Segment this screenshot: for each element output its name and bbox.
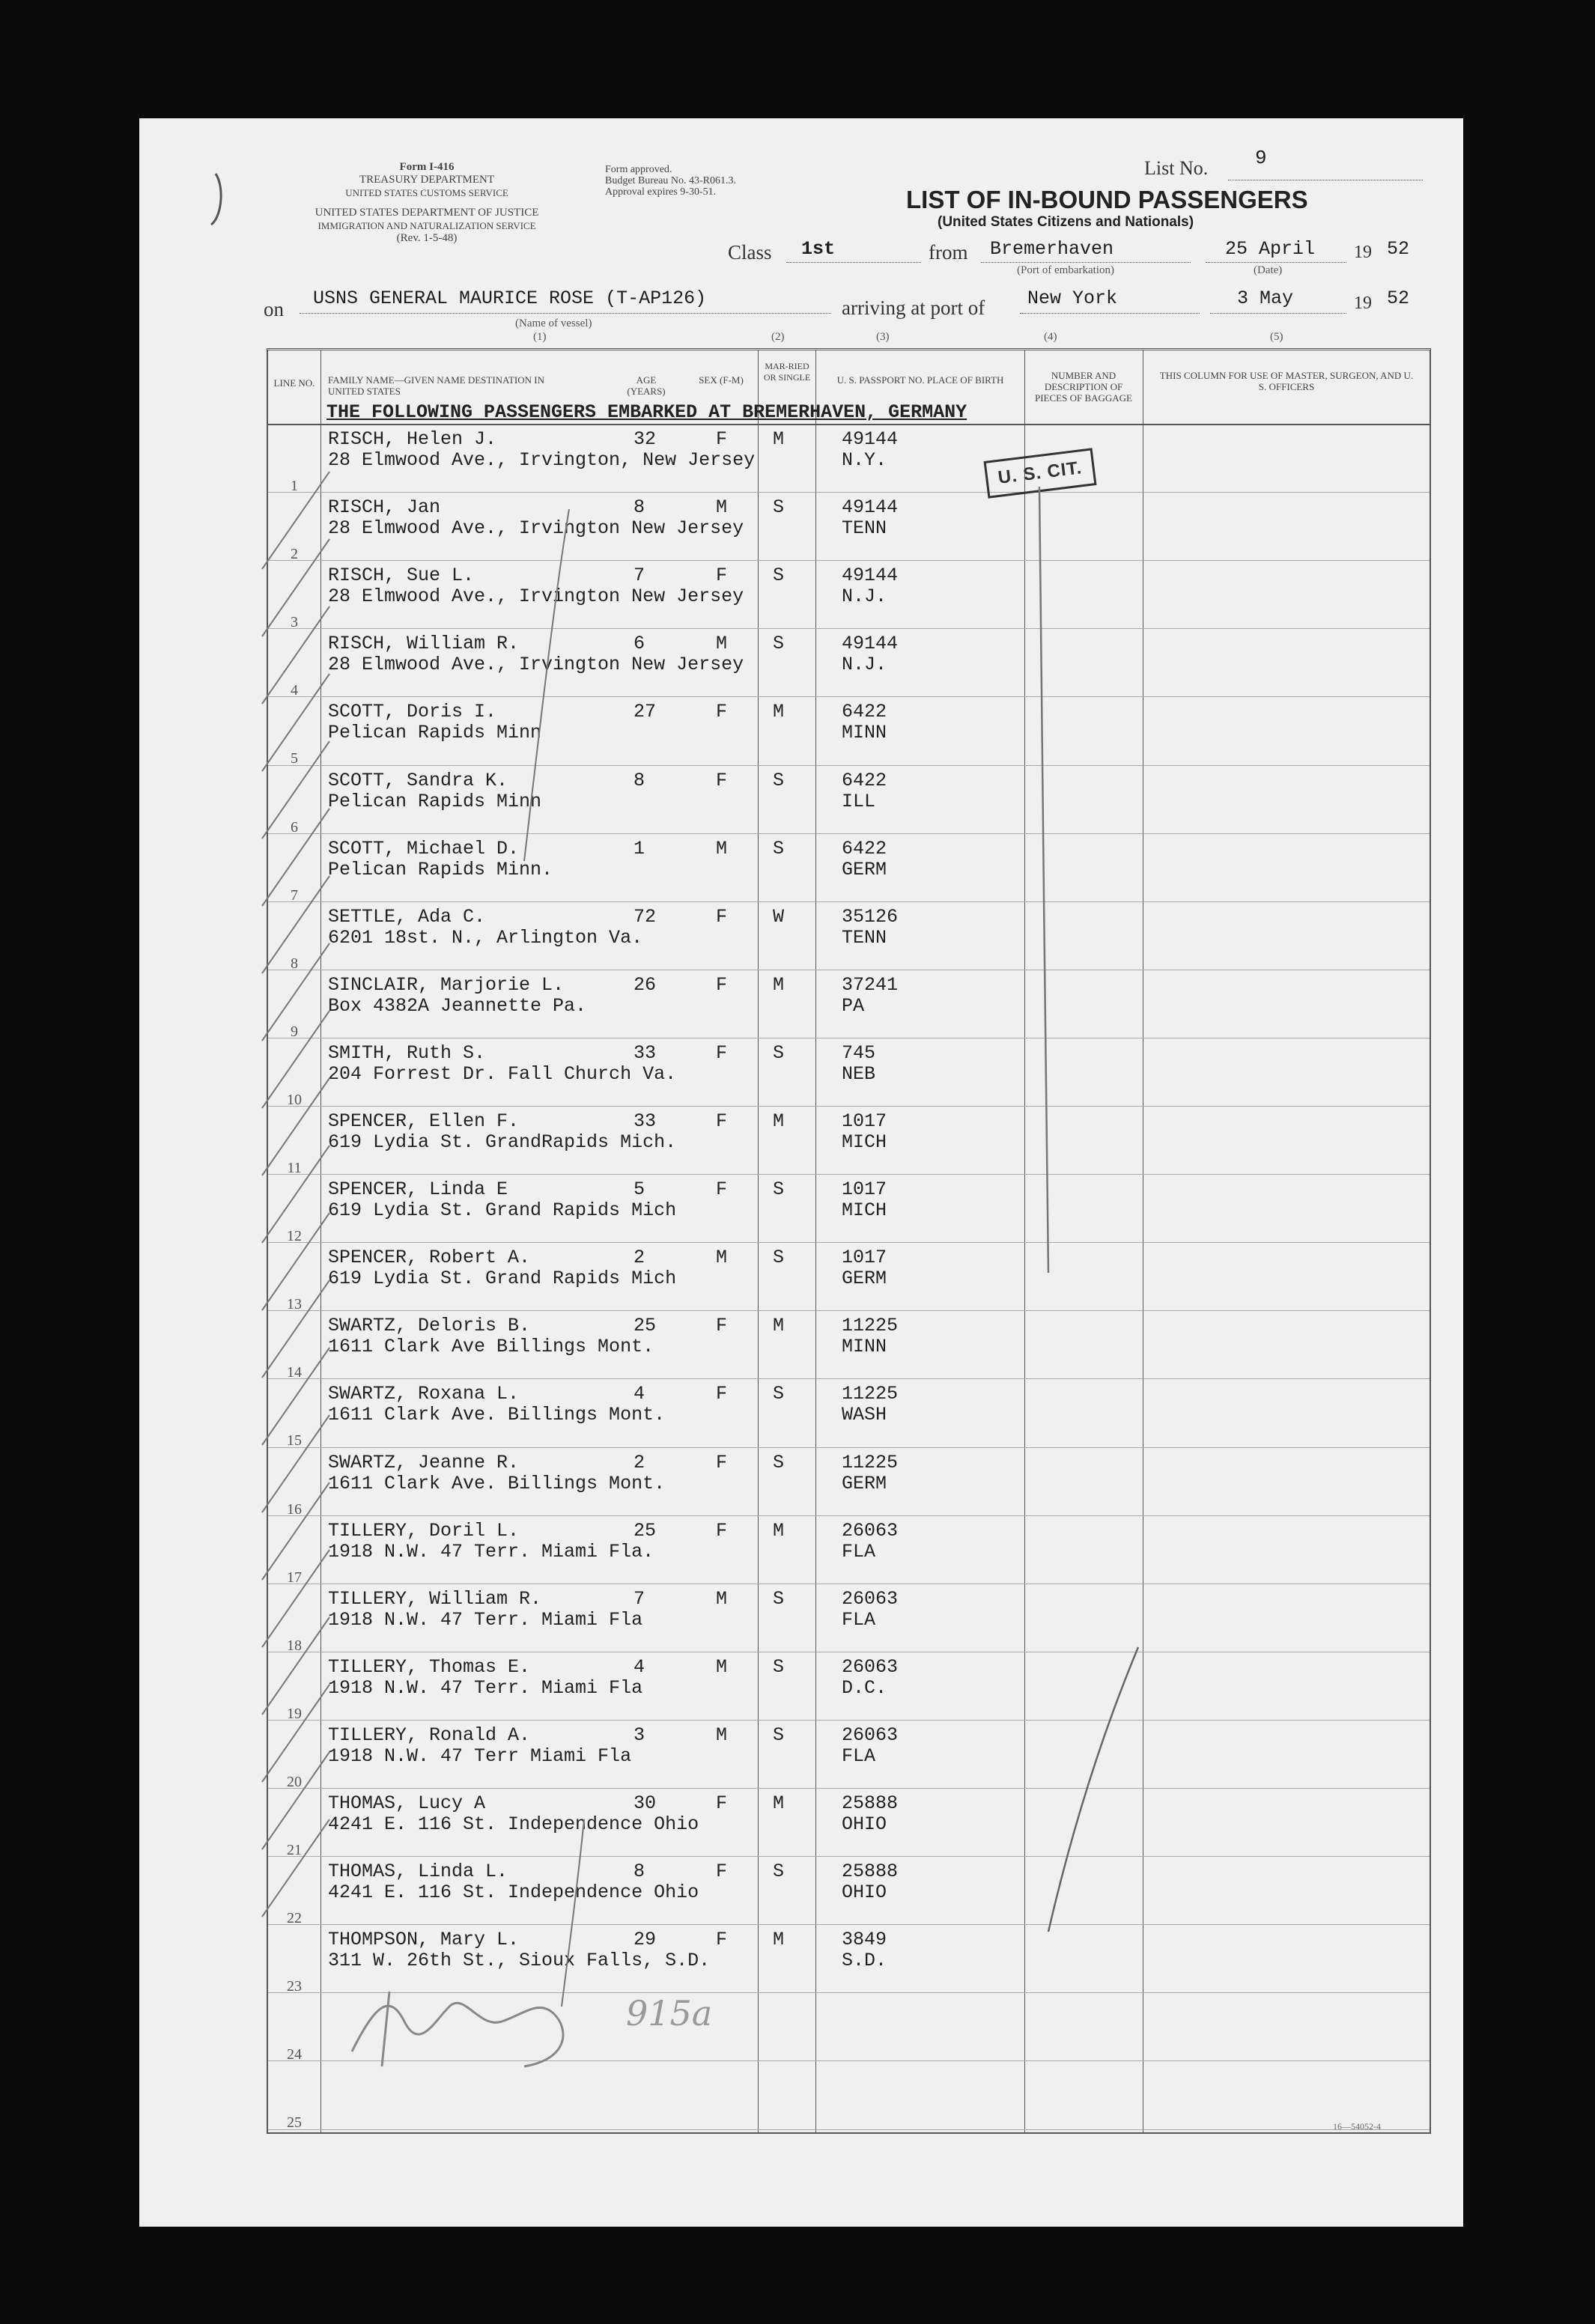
vessel-caption: (Name of vessel)	[515, 317, 592, 329]
line-number: 7	[291, 886, 298, 904]
us-citizen-stamp: U. S. CIT.	[983, 448, 1096, 498]
passenger-age: 4	[634, 1655, 645, 1678]
passport-number: 1017	[842, 1247, 887, 1269]
justice-dept: UNITED STATES DEPARTMENT OF JUSTICE	[315, 207, 539, 219]
place-of-birth: GERM	[842, 1472, 887, 1494]
passenger-address: 28 Elmwood Ave., Irvington New Jersey	[328, 585, 744, 608]
passenger-address: 28 Elmwood Ave., Irvington, New Jersey	[328, 449, 756, 471]
line-number: 2	[291, 546, 298, 563]
passenger-sex: M	[716, 633, 728, 655]
place-of-birth: N.J.	[842, 654, 887, 676]
vessel-col-number: (1)	[533, 331, 547, 343]
header-sex: SEX (F-M)	[699, 374, 744, 386]
place-of-birth: TENN	[842, 517, 887, 540]
passenger-marital: S	[773, 769, 785, 791]
passenger-marital: M	[773, 1929, 785, 1951]
line-number: 15	[287, 1432, 302, 1450]
line-number: 22	[287, 1910, 302, 1927]
place-of-birth: NEB	[842, 1062, 876, 1085]
passenger-name: SPENCER, Ellen F.	[328, 1110, 520, 1132]
passenger-age: 2	[634, 1451, 645, 1473]
passenger-address: 28 Elmwood Ave., Irvington New Jersey	[328, 517, 744, 540]
passenger-address: 1918 N.W. 47 Terr. Miami Fla	[328, 1676, 643, 1699]
list-no-value: 9	[1255, 147, 1267, 169]
passport-number: 26063	[842, 1724, 899, 1746]
passenger-name: SWARTZ, Roxana L.	[328, 1383, 520, 1405]
passenger-sex: M	[716, 837, 728, 860]
passenger-sex: F	[716, 973, 728, 996]
passport-number: 26063	[842, 1519, 899, 1542]
passenger-name: SPENCER, Linda E	[328, 1178, 508, 1201]
passenger-address: 1611 Clark Ave. Billings Mont.	[328, 1472, 666, 1494]
header-name: FAMILY NAME—GIVEN NAME DESTINATION IN UNITED STATES	[328, 374, 545, 397]
revision: (Rev. 1-5-48)	[396, 232, 458, 244]
passenger-sex: F	[716, 1861, 728, 1883]
passenger-address: 28 Elmwood Ave., Irvington New Jersey	[328, 654, 744, 676]
passenger-address: Pelican Rapids Minn	[328, 790, 542, 812]
approval-line-2: Budget Bureau No. 43-R061.3.	[605, 175, 736, 186]
line-number: 24	[287, 2046, 302, 2063]
passenger-marital: S	[773, 1451, 785, 1473]
passenger-sex: F	[716, 1451, 728, 1473]
passenger-age: 3	[634, 1724, 645, 1746]
passenger-marital: S	[773, 633, 785, 655]
passenger-address: 1918 N.W. 47 Terr. Miami Fla	[328, 1608, 643, 1631]
passenger-age: 7	[634, 1587, 645, 1610]
passport-number: 26063	[842, 1655, 899, 1678]
passenger-sex: F	[716, 1315, 728, 1337]
passport-number: 6422	[842, 701, 887, 723]
from-label: from	[929, 241, 968, 264]
embark-port: Bremerhaven	[990, 238, 1114, 260]
line-number: 23	[287, 1978, 302, 1995]
passenger-marital: M	[773, 1519, 785, 1542]
vessel-name: USNS GENERAL MAURICE ROSE (T-AP126)	[313, 288, 707, 309]
form-number: Form I-416	[399, 161, 455, 173]
passenger-name: SCOTT, Sandra K.	[328, 769, 508, 791]
line-number: 1	[291, 478, 298, 494]
header-line-no: LINE NO.	[273, 377, 315, 389]
passenger-name: SCOTT, Michael D.	[328, 837, 520, 860]
ins-service: IMMIGRATION AND NATURALIZATION SERVICE	[318, 220, 536, 231]
passenger-address: 1918 N.W. 47 Terr Miami Fla	[328, 1744, 632, 1767]
passenger-age: 72	[634, 905, 657, 928]
header-age: AGE (YEARS)	[627, 374, 666, 397]
passenger-age: 8	[634, 1861, 645, 1883]
passenger-address: 204 Forrest Dr. Fall Church Va.	[328, 1062, 677, 1085]
line-number: 8	[291, 955, 298, 972]
place-of-birth: MICH	[842, 1131, 887, 1153]
passenger-address: 1611 Clark Ave Billings Mont.	[328, 1336, 654, 1358]
passenger-address: 619 Lydia St. Grand Rapids Mich	[328, 1268, 677, 1290]
passenger-name: THOMAS, Linda L.	[328, 1861, 508, 1883]
passenger-marital: M	[773, 1110, 785, 1132]
line-number: 17	[287, 1569, 302, 1586]
arrival-year-prefix: 19	[1354, 293, 1372, 313]
passenger-age: 8	[634, 496, 645, 519]
place-of-birth: TENN	[842, 926, 887, 949]
passenger-sex: F	[716, 769, 728, 791]
passenger-marital: S	[773, 1655, 785, 1678]
passenger-name: SINCLAIR, Marjorie L.	[328, 973, 565, 996]
passenger-marital: S	[773, 1587, 785, 1610]
place-of-birth: MICH	[842, 1199, 887, 1222]
passenger-sex: F	[716, 1110, 728, 1132]
line-number: 13	[287, 1296, 302, 1313]
place-of-birth: FLA	[842, 1540, 876, 1563]
header-officers: THIS COLUMN FOR USE OF MASTER, SURGEON, AND U. S. OFFICERS	[1159, 370, 1414, 392]
place-of-birth: OHIO	[842, 1882, 887, 1904]
embark-year: 52	[1387, 238, 1410, 260]
passenger-sex: F	[716, 1178, 728, 1201]
line-number: 16	[287, 1500, 302, 1518]
signature-note: 915a	[626, 1993, 713, 2034]
place-of-birth: WASH	[842, 1404, 887, 1426]
line-number: 3	[291, 614, 298, 631]
passport-number: 11225	[842, 1451, 899, 1473]
passport-number: 26063	[842, 1587, 899, 1610]
class-label: Class	[728, 241, 772, 264]
form-subtitle: (United States Citizens and Nationals)	[938, 214, 1194, 230]
passenger-sex: F	[716, 1792, 728, 1814]
passenger-marital: M	[773, 1315, 785, 1337]
passenger-sex: F	[716, 701, 728, 723]
passenger-marital: S	[773, 496, 785, 519]
passenger-name: RISCH, Helen J.	[328, 428, 497, 450]
header-baggage: NUMBER AND DESCRIPTION OF PIECES OF BAGGAGE	[1034, 370, 1132, 404]
passport-number: 11225	[842, 1383, 899, 1405]
passport-number: 6422	[842, 837, 887, 860]
line-number: 5	[291, 750, 298, 767]
passport-number: 49144	[842, 633, 899, 655]
header-passport: U. S. PASSPORT NO. PLACE OF BIRTH	[836, 374, 1004, 386]
line-number: 19	[287, 1705, 302, 1722]
passenger-sex: F	[716, 428, 728, 450]
passenger-name: SMITH, Ruth S.	[328, 1041, 486, 1064]
passenger-name: SWARTZ, Deloris B.	[328, 1315, 531, 1337]
passenger-name: TILLERY, Doril L.	[328, 1519, 520, 1542]
passport-number: 3849	[842, 1929, 887, 1951]
passenger-name: RISCH, William R.	[328, 633, 520, 655]
passenger-age: 5	[634, 1178, 645, 1201]
arrival-year: 52	[1387, 288, 1410, 309]
treasury-dept: TREASURY DEPARTMENT	[359, 174, 495, 186]
passenger-name: THOMAS, Lucy A	[328, 1792, 486, 1814]
passenger-age: 4	[634, 1383, 645, 1405]
passenger-name: TILLERY, William R.	[328, 1587, 542, 1610]
passenger-age: 7	[634, 565, 645, 587]
passenger-address: 4241 E. 116 St. Independence Ohio	[328, 1882, 699, 1904]
passport-number: 745	[842, 1041, 876, 1064]
place-of-birth: MINN	[842, 722, 887, 744]
place-of-birth: PA	[842, 994, 865, 1017]
passenger-age: 29	[634, 1929, 657, 1951]
place-of-birth: FLA	[842, 1608, 876, 1631]
passenger-sex: F	[716, 1929, 728, 1951]
place-of-birth: D.C.	[842, 1676, 887, 1699]
year-prefix: 19	[1354, 243, 1372, 262]
line-number: 14	[287, 1364, 302, 1381]
passenger-age: 33	[634, 1041, 657, 1064]
line-number: 21	[287, 1842, 302, 1858]
passenger-address: Pelican Rapids Minn	[328, 722, 542, 744]
passport-number: 49144	[842, 565, 899, 587]
passenger-table	[267, 348, 1431, 2134]
passenger-marital: W	[773, 905, 785, 928]
passenger-name: THOMPSON, Mary L.	[328, 1929, 520, 1951]
passenger-age: 26	[634, 973, 657, 996]
place-of-birth: MINN	[842, 1336, 887, 1358]
passport-number: 1017	[842, 1110, 887, 1132]
passport-number: 37241	[842, 973, 899, 996]
passenger-address: 4241 E. 116 St. Independence Ohio	[328, 1813, 699, 1835]
port-caption: (Port of embarkation)	[1017, 264, 1114, 276]
arrival-port: New York	[1027, 288, 1118, 309]
passenger-age: 6	[634, 633, 645, 655]
passenger-marital: S	[773, 837, 785, 860]
place-of-birth: OHIO	[842, 1813, 887, 1835]
passenger-marital: M	[773, 428, 785, 450]
place-of-birth: N.J.	[842, 585, 887, 608]
line-number: 25	[287, 2114, 302, 2132]
list-no-label: List No.	[1144, 157, 1209, 179]
line-number: 11	[287, 1160, 302, 1176]
place-of-birth: GERM	[842, 858, 887, 880]
col-5-number: (5)	[1270, 331, 1283, 343]
passenger-address: 619 Lydia St. GrandRapids Mich.	[328, 1131, 677, 1153]
embark-date: 25 April	[1225, 238, 1316, 260]
passenger-address: 311 W. 26th St., Sioux Falls, S.D.	[328, 1950, 711, 1972]
form-code: 16—54052-4	[1333, 2121, 1381, 2132]
arrival-date: 3 May	[1237, 288, 1294, 309]
arriving-label: arriving at port of	[842, 296, 985, 319]
passenger-age: 1	[634, 837, 645, 860]
passenger-name: RISCH, Jan	[328, 496, 441, 519]
place-of-birth: N.Y.	[842, 449, 887, 471]
passport-number: 25888	[842, 1861, 899, 1883]
passenger-age: 25	[634, 1315, 657, 1337]
passenger-sex: F	[716, 1519, 728, 1542]
passport-number: 6422	[842, 769, 887, 791]
passenger-address: 1611 Clark Ave. Billings Mont.	[328, 1404, 666, 1426]
passenger-marital: S	[773, 1724, 785, 1746]
passenger-address: Box 4382A Jeannette Pa.	[328, 994, 587, 1017]
col-2-number: (2)	[771, 331, 785, 343]
passenger-marital: M	[773, 973, 785, 996]
passenger-marital: S	[773, 1178, 785, 1201]
passenger-age: 27	[634, 701, 657, 723]
passenger-age: 8	[634, 769, 645, 791]
place-of-birth: GERM	[842, 1268, 887, 1290]
passenger-name: TILLERY, Ronald A.	[328, 1724, 531, 1746]
passenger-name: RISCH, Sue L.	[328, 565, 475, 587]
embarkation-banner: THE FOLLOWING PASSENGERS EMBARKED AT BREMERHAVEN, GERMANY	[326, 401, 967, 423]
line-number: 10	[287, 1091, 302, 1108]
passenger-age: 32	[634, 428, 657, 450]
passenger-address: 1918 N.W. 47 Terr. Miami Fla.	[328, 1540, 654, 1563]
passenger-marital: S	[773, 565, 785, 587]
passenger-address: Pelican Rapids Minn.	[328, 858, 553, 880]
passenger-sex: M	[716, 1247, 728, 1269]
passenger-name: SCOTT, Doris I.	[328, 701, 497, 723]
passport-number: 25888	[842, 1792, 899, 1814]
col-3-number: (3)	[876, 331, 890, 343]
passenger-sex: M	[716, 1655, 728, 1678]
on-label: on	[264, 298, 284, 320]
passenger-sex: M	[716, 1587, 728, 1610]
header-marital: MAR-RIED OR SINGLE	[763, 361, 811, 383]
passport-number: 35126	[842, 905, 899, 928]
line-number: 20	[287, 1773, 302, 1790]
line-number: 9	[291, 1023, 298, 1040]
passenger-sex: F	[716, 565, 728, 587]
passenger-sex: F	[716, 1041, 728, 1064]
passenger-marital: M	[773, 1792, 785, 1814]
passport-number: 49144	[842, 428, 899, 450]
passenger-sex: F	[716, 905, 728, 928]
line-number: 6	[291, 818, 298, 836]
line-number: 12	[287, 1228, 302, 1245]
passenger-name: TILLERY, Thomas E.	[328, 1655, 531, 1678]
passenger-sex: F	[716, 1383, 728, 1405]
place-of-birth: FLA	[842, 1744, 876, 1767]
passenger-age: 33	[634, 1110, 657, 1132]
passport-number: 49144	[842, 496, 899, 519]
passenger-sex: M	[716, 1724, 728, 1746]
passenger-marital: S	[773, 1041, 785, 1064]
passenger-age: 30	[634, 1792, 657, 1814]
place-of-birth: S.D.	[842, 1950, 887, 1972]
passenger-marital: M	[773, 701, 785, 723]
form-title: LIST OF IN-BOUND PASSENGERS	[906, 186, 1308, 213]
approval-line-3: Approval expires 9-30-51.	[605, 186, 717, 198]
passenger-marital: S	[773, 1247, 785, 1269]
customs-service: UNITED STATES CUSTOMS SERVICE	[345, 187, 508, 198]
col-4-number: (4)	[1044, 331, 1057, 343]
date-caption: (Date)	[1254, 264, 1283, 276]
line-number: 18	[287, 1637, 302, 1654]
approval-line-1: Form approved.	[605, 164, 672, 175]
passenger-marital: S	[773, 1861, 785, 1883]
passenger-address: 6201 18st. N., Arlington Va.	[328, 926, 643, 949]
passenger-name: SWARTZ, Jeanne R.	[328, 1451, 520, 1473]
passport-number: 1017	[842, 1178, 887, 1201]
passenger-marital: S	[773, 1383, 785, 1405]
line-number: 4	[291, 682, 298, 699]
passenger-address: 619 Lydia St. Grand Rapids Mich	[328, 1199, 677, 1222]
passport-number: 11225	[842, 1315, 899, 1337]
passenger-age: 25	[634, 1519, 657, 1542]
passenger-age: 2	[634, 1247, 645, 1269]
passenger-name: SETTLE, Ada C.	[328, 905, 486, 928]
place-of-birth: ILL	[842, 790, 876, 812]
passenger-name: SPENCER, Robert A.	[328, 1247, 531, 1269]
passenger-sex: M	[716, 496, 728, 519]
class-value: 1st	[801, 238, 836, 260]
